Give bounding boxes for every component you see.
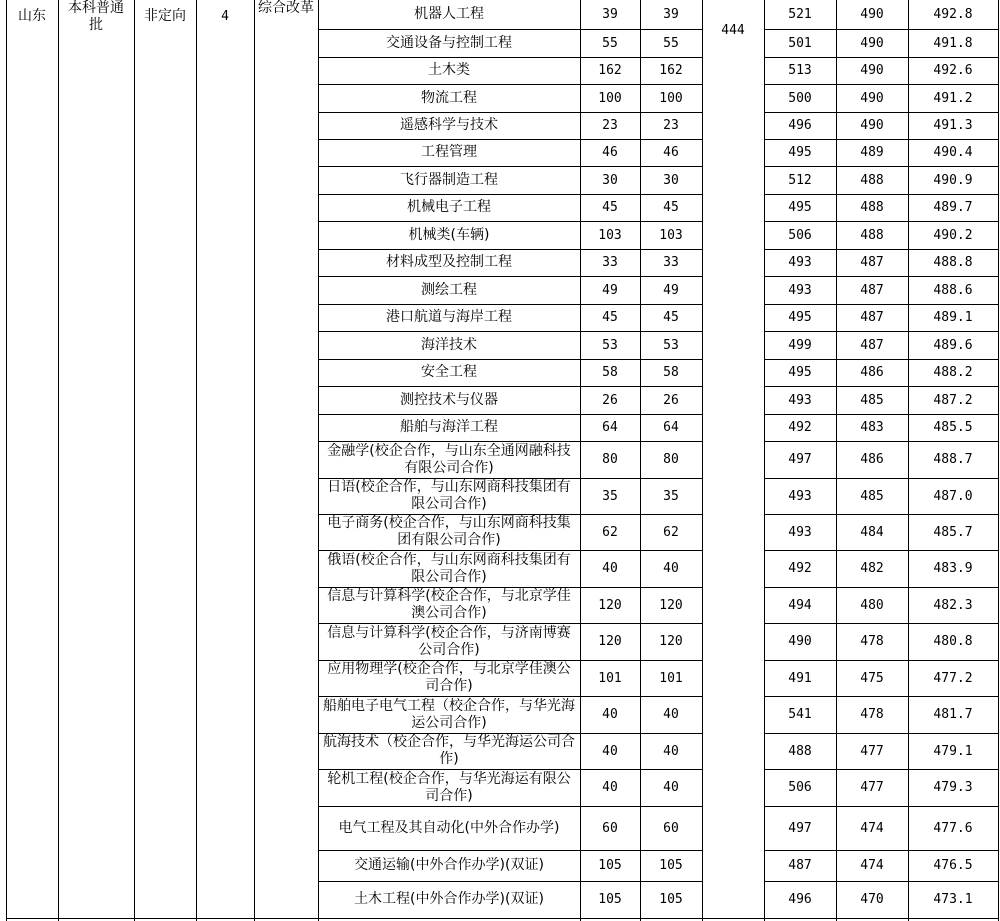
plan-count-cell: 58 bbox=[602, 365, 618, 380]
min-score-cell: 477 bbox=[860, 743, 884, 759]
plan-count-cell: 55 bbox=[602, 35, 618, 51]
min-score-cell: 470 bbox=[860, 892, 884, 907]
major-name-cell: 材料成型及控制工程 bbox=[386, 254, 512, 270]
major-name-cell: 电子商务(校企合作，与山东网商科技集团有限公司合作) bbox=[327, 515, 571, 548]
grid-line bbox=[764, 587, 998, 588]
plan-count-cell: 105 bbox=[598, 858, 622, 873]
major-name-cell: 金融学(校企合作，与山东全通网融科技有限公司合作) bbox=[327, 442, 571, 476]
grid-line bbox=[318, 414, 702, 415]
grid-line bbox=[764, 414, 998, 415]
plan-count-cell: 40 bbox=[602, 743, 618, 759]
grid-line bbox=[764, 139, 998, 140]
grid-line bbox=[764, 84, 998, 85]
grid-line bbox=[764, 112, 998, 113]
min-score-cell: 477 bbox=[860, 780, 884, 795]
grid-line bbox=[764, 881, 998, 882]
major-name-cell: 日语(校企合作，与山东网商科技集团有限公司合作) bbox=[327, 479, 571, 512]
avg-score-cell: 488.7 bbox=[933, 452, 973, 467]
grid-line bbox=[764, 221, 998, 222]
enrolled-count-cell: 40 bbox=[663, 780, 679, 795]
avg-score-cell: 479.1 bbox=[933, 743, 973, 759]
grid-line bbox=[134, 0, 135, 921]
grid-line bbox=[318, 359, 702, 360]
grid-line bbox=[318, 249, 702, 250]
plan-count-cell: 35 bbox=[602, 488, 618, 504]
grid-line bbox=[318, 478, 702, 479]
grid-line bbox=[318, 84, 702, 85]
grid-line bbox=[764, 660, 998, 661]
grid-line bbox=[764, 733, 998, 734]
avg-score-cell: 489.6 bbox=[933, 337, 973, 353]
min-score-cell: 485 bbox=[860, 488, 884, 504]
min-score-cell: 475 bbox=[860, 670, 884, 686]
grid-line bbox=[318, 660, 702, 661]
grid-line bbox=[318, 166, 702, 167]
enrolled-count-cell: 120 bbox=[659, 597, 683, 613]
max-score-cell: 495 bbox=[788, 310, 812, 325]
major-name-cell: 机械电子工程 bbox=[407, 199, 491, 215]
grid-line bbox=[196, 0, 197, 921]
enrolled-count-cell: 162 bbox=[659, 63, 683, 78]
major-name-cell: 轮机工程(校企合作，与华光海运有限公司合作) bbox=[327, 770, 571, 804]
max-score-cell: 493 bbox=[788, 282, 812, 298]
avg-score-cell: 489.1 bbox=[933, 310, 973, 325]
grid-line bbox=[764, 29, 998, 30]
min-score-cell: 474 bbox=[860, 820, 884, 836]
grid-line bbox=[764, 331, 998, 332]
max-score-cell: 496 bbox=[788, 118, 812, 133]
plan-count-cell: 23 bbox=[602, 118, 618, 133]
max-score-cell: 499 bbox=[788, 337, 812, 353]
enrolled-count-cell: 40 bbox=[663, 743, 679, 759]
major-name-cell: 电气工程及其自动化(中外合作办学) bbox=[338, 819, 560, 836]
avg-score-cell: 479.3 bbox=[933, 780, 973, 795]
enrolled-count-cell: 46 bbox=[663, 145, 679, 160]
avg-score-cell: 485.5 bbox=[933, 420, 973, 435]
plan-count-cell: 62 bbox=[602, 524, 618, 540]
plan-count-cell: 30 bbox=[602, 172, 618, 188]
enrolled-count-cell: 45 bbox=[663, 310, 679, 325]
grid-line bbox=[318, 623, 702, 624]
max-score-cell: 541 bbox=[788, 707, 812, 722]
plan-count-cell: 40 bbox=[602, 707, 618, 722]
enrolled-count-cell: 120 bbox=[659, 634, 683, 649]
avg-score-cell: 477.6 bbox=[933, 820, 973, 836]
max-score-cell: 497 bbox=[788, 452, 812, 467]
grid-line bbox=[254, 0, 255, 921]
min-score-cell: 490 bbox=[860, 63, 884, 78]
avg-score-cell: 487.0 bbox=[933, 488, 973, 504]
max-score-cell: 492 bbox=[788, 420, 812, 435]
plan-count-cell: 26 bbox=[602, 392, 618, 408]
grid-line bbox=[764, 478, 998, 479]
enrolled-count-cell: 55 bbox=[663, 35, 679, 51]
min-score-cell: 484 bbox=[860, 524, 884, 540]
grid-line bbox=[764, 166, 998, 167]
max-score-cell: 495 bbox=[788, 365, 812, 380]
enrolled-count-cell: 103 bbox=[659, 227, 683, 243]
plan-count-cell: 49 bbox=[602, 282, 618, 298]
avg-score-cell: 483.9 bbox=[933, 561, 973, 576]
province-cell: 山东 bbox=[18, 8, 46, 24]
major-name-cell: 交通设备与控制工程 bbox=[386, 34, 512, 51]
avg-score-cell: 492.8 bbox=[933, 7, 973, 22]
major-name-cell: 船舶电子电气工程（校企合作，与华光海运公司合作) bbox=[323, 697, 575, 731]
avg-score-cell: 491.2 bbox=[933, 90, 973, 106]
major-name-cell: 物流工程 bbox=[421, 89, 477, 106]
enrolled-count-cell: 101 bbox=[659, 670, 683, 686]
max-score-cell: 495 bbox=[788, 145, 812, 160]
major-name-cell: 交通运输(中外合作办学)(双证) bbox=[354, 857, 544, 873]
grid-line bbox=[318, 769, 702, 770]
max-score-cell: 494 bbox=[788, 597, 812, 613]
grid-line bbox=[764, 276, 998, 277]
min-score-cell: 486 bbox=[860, 452, 884, 467]
grid-line bbox=[318, 514, 702, 515]
avg-score-cell: 488.2 bbox=[933, 365, 973, 380]
plan-count-cell: 53 bbox=[602, 337, 618, 353]
max-score-cell: 500 bbox=[788, 90, 812, 106]
major-name-cell: 工程管理 bbox=[421, 144, 477, 160]
enrolled-count-cell: 105 bbox=[659, 858, 683, 873]
plan-count-cell: 40 bbox=[602, 780, 618, 795]
max-score-cell: 506 bbox=[788, 780, 812, 795]
plan-count-cell: 103 bbox=[598, 227, 622, 243]
grid-line bbox=[318, 112, 702, 113]
avg-score-cell: 482.3 bbox=[933, 597, 973, 613]
avg-score-cell: 488.6 bbox=[933, 282, 973, 298]
avg-score-cell: 488.8 bbox=[933, 255, 973, 270]
major-name-cell: 海洋技术 bbox=[421, 336, 477, 353]
min-score-cell: 486 bbox=[860, 365, 884, 380]
avg-score-cell: 481.7 bbox=[933, 707, 973, 722]
enrolled-count-cell: 30 bbox=[663, 172, 679, 188]
enrolled-count-cell: 35 bbox=[663, 488, 679, 504]
min-score-cell: 490 bbox=[860, 35, 884, 51]
min-score-cell: 478 bbox=[860, 707, 884, 722]
min-score-cell: 488 bbox=[860, 227, 884, 243]
grid-line bbox=[764, 623, 998, 624]
enrolled-count-cell: 53 bbox=[663, 337, 679, 353]
major-name-cell: 机械类(车辆) bbox=[408, 226, 490, 243]
max-score-cell: 493 bbox=[788, 255, 812, 270]
major-name-cell: 土木类 bbox=[428, 62, 470, 78]
grid-line bbox=[318, 304, 702, 305]
avg-score-cell: 491.3 bbox=[933, 118, 973, 133]
grid-line bbox=[318, 386, 702, 387]
grid-line bbox=[318, 881, 702, 882]
major-name-cell: 测控技术与仪器 bbox=[400, 391, 498, 408]
plan-count-cell: 80 bbox=[602, 452, 618, 467]
grid-line bbox=[764, 441, 998, 442]
max-score-cell: 488 bbox=[788, 743, 812, 759]
major-name-cell: 安全工程 bbox=[421, 364, 477, 380]
plan-count-cell: 64 bbox=[602, 420, 618, 435]
min-score-cell: 487 bbox=[860, 255, 884, 270]
avg-score-cell: 492.6 bbox=[933, 63, 973, 78]
min-score-cell: 490 bbox=[860, 118, 884, 133]
major-name-cell: 航海技术（校企合作，与华光海运公司合作) bbox=[323, 734, 575, 767]
grid-line bbox=[318, 806, 702, 807]
grid-line bbox=[764, 194, 998, 195]
min-score-cell: 488 bbox=[860, 200, 884, 215]
grid-line bbox=[998, 0, 999, 921]
grid-line bbox=[702, 0, 703, 921]
grid-line bbox=[764, 57, 998, 58]
enrolled-count-cell: 40 bbox=[663, 707, 679, 722]
enrolled-count-cell: 105 bbox=[659, 892, 683, 907]
enrolled-count-cell: 33 bbox=[663, 255, 679, 270]
total-plan-cell: 444 bbox=[721, 23, 745, 38]
avg-score-cell: 485.7 bbox=[933, 524, 973, 540]
max-score-cell: 512 bbox=[788, 172, 812, 188]
grid-line bbox=[764, 806, 998, 807]
grid-line bbox=[318, 587, 702, 588]
max-score-cell: 521 bbox=[788, 7, 812, 22]
major-name-cell: 船舶与海洋工程 bbox=[400, 419, 498, 435]
reform-type-cell: 综合改革 bbox=[258, 0, 314, 16]
plan-count-cell: 33 bbox=[602, 255, 618, 270]
avg-score-cell: 490.9 bbox=[933, 172, 973, 188]
grid-line bbox=[764, 514, 998, 515]
grid-line bbox=[764, 359, 998, 360]
grid-line bbox=[318, 139, 702, 140]
grid-line bbox=[318, 331, 702, 332]
grid-line bbox=[764, 696, 998, 697]
max-score-cell: 493 bbox=[788, 524, 812, 540]
min-score-cell: 487 bbox=[860, 282, 884, 298]
min-score-cell: 485 bbox=[860, 392, 884, 408]
enrolled-count-cell: 62 bbox=[663, 524, 679, 540]
grid-line bbox=[318, 29, 702, 30]
grid-line bbox=[764, 550, 998, 551]
plan-count-cell: 60 bbox=[602, 820, 618, 836]
max-score-cell: 490 bbox=[788, 634, 812, 649]
max-score-cell: 487 bbox=[788, 858, 812, 873]
avg-score-cell: 477.2 bbox=[933, 670, 973, 686]
min-score-cell: 488 bbox=[860, 172, 884, 188]
plan-count-cell: 45 bbox=[602, 200, 618, 215]
max-score-cell: 491 bbox=[788, 670, 812, 686]
grid-line bbox=[764, 386, 998, 387]
max-score-cell: 496 bbox=[788, 892, 812, 907]
major-name-cell: 土木工程(中外合作办学)(双证) bbox=[354, 891, 544, 907]
grid-line bbox=[764, 304, 998, 305]
major-name-cell: 测绘工程 bbox=[421, 281, 477, 298]
enrolled-count-cell: 45 bbox=[663, 200, 679, 215]
grid-line bbox=[764, 769, 998, 770]
enrolled-count-cell: 39 bbox=[663, 7, 679, 22]
enrolled-count-cell: 23 bbox=[663, 118, 679, 133]
min-score-cell: 480 bbox=[860, 597, 884, 613]
min-score-cell: 487 bbox=[860, 337, 884, 353]
grid-line bbox=[318, 850, 702, 851]
max-score-cell: 501 bbox=[788, 35, 812, 51]
plan-count-cell: 40 bbox=[602, 561, 618, 576]
avg-score-cell: 490.4 bbox=[933, 145, 973, 160]
plan-count-cell: 101 bbox=[598, 670, 622, 686]
enrolled-count-cell: 60 bbox=[663, 820, 679, 836]
grid-line bbox=[764, 249, 998, 250]
min-score-cell: 489 bbox=[860, 145, 884, 160]
grid-line bbox=[318, 696, 702, 697]
plan-count-cell: 105 bbox=[598, 892, 622, 907]
enrolled-count-cell: 26 bbox=[663, 392, 679, 408]
grid-line bbox=[764, 850, 998, 851]
grid-line bbox=[318, 194, 702, 195]
plan-count-cell: 39 bbox=[602, 7, 618, 22]
plan-count-cell: 100 bbox=[598, 90, 622, 106]
grid-line bbox=[318, 57, 702, 58]
enrolled-count-cell: 49 bbox=[663, 282, 679, 298]
min-score-cell: 483 bbox=[860, 420, 884, 435]
batch-cell: 本科普通批 bbox=[68, 0, 124, 33]
grid-line bbox=[318, 441, 702, 442]
avg-score-cell: 489.7 bbox=[933, 200, 973, 215]
plan-count-cell: 162 bbox=[598, 63, 622, 78]
avg-score-cell: 490.2 bbox=[933, 227, 973, 243]
plan-count-cell: 120 bbox=[598, 597, 622, 613]
major-name-cell: 机器人工程 bbox=[414, 6, 484, 22]
avg-score-cell: 473.1 bbox=[933, 892, 973, 907]
max-score-cell: 495 bbox=[788, 200, 812, 215]
avg-score-cell: 487.2 bbox=[933, 392, 973, 408]
major-name-cell: 港口航道与海岸工程 bbox=[386, 309, 512, 325]
min-score-cell: 487 bbox=[860, 310, 884, 325]
grid-line bbox=[318, 221, 702, 222]
grid-line bbox=[58, 0, 59, 921]
orientation-cell: 非定向 bbox=[144, 8, 186, 24]
max-score-cell: 506 bbox=[788, 227, 812, 243]
max-score-cell: 493 bbox=[788, 392, 812, 408]
grid-line bbox=[6, 918, 998, 919]
enrolled-count-cell: 100 bbox=[659, 90, 683, 106]
max-score-cell: 493 bbox=[788, 488, 812, 504]
max-score-cell: 513 bbox=[788, 63, 812, 78]
plan-count-cell: 120 bbox=[598, 634, 622, 649]
enrolled-count-cell: 80 bbox=[663, 452, 679, 467]
plan-count-cell: 46 bbox=[602, 145, 618, 160]
grid-line bbox=[318, 550, 702, 551]
major-name-cell: 信息与计算科学(校企合作，与北京学佳澳公司合作) bbox=[327, 588, 571, 621]
grid-line bbox=[318, 276, 702, 277]
min-score-cell: 474 bbox=[860, 858, 884, 873]
avg-score-cell: 476.5 bbox=[933, 858, 973, 873]
avg-score-cell: 491.8 bbox=[933, 35, 973, 51]
enrolled-count-cell: 58 bbox=[663, 365, 679, 380]
plan-count-cell: 45 bbox=[602, 310, 618, 325]
grid-line bbox=[6, 0, 7, 921]
min-score-cell: 478 bbox=[860, 634, 884, 649]
major-name-cell: 应用物理学(校企合作，与北京学佳澳公司合作) bbox=[327, 661, 571, 694]
major-name-cell: 遥感科学与技术 bbox=[400, 117, 498, 133]
enrolled-count-cell: 64 bbox=[663, 420, 679, 435]
max-score-cell: 497 bbox=[788, 820, 812, 836]
enrolled-count-cell: 40 bbox=[663, 561, 679, 576]
major-name-cell: 飞行器制造工程 bbox=[400, 171, 498, 188]
min-score-cell: 490 bbox=[860, 7, 884, 22]
min-score-cell: 490 bbox=[860, 90, 884, 106]
max-score-cell: 492 bbox=[788, 561, 812, 576]
avg-score-cell: 480.8 bbox=[933, 634, 973, 649]
major-name-cell: 俄语(校企合作，与山东网商科技集团有限公司合作) bbox=[327, 551, 571, 585]
plan-count-cell: 4 bbox=[221, 9, 229, 24]
min-score-cell: 482 bbox=[860, 561, 884, 576]
grid-line bbox=[318, 733, 702, 734]
major-name-cell: 信息与计算科学(校企合作，与济南博赛公司合作) bbox=[327, 624, 571, 658]
